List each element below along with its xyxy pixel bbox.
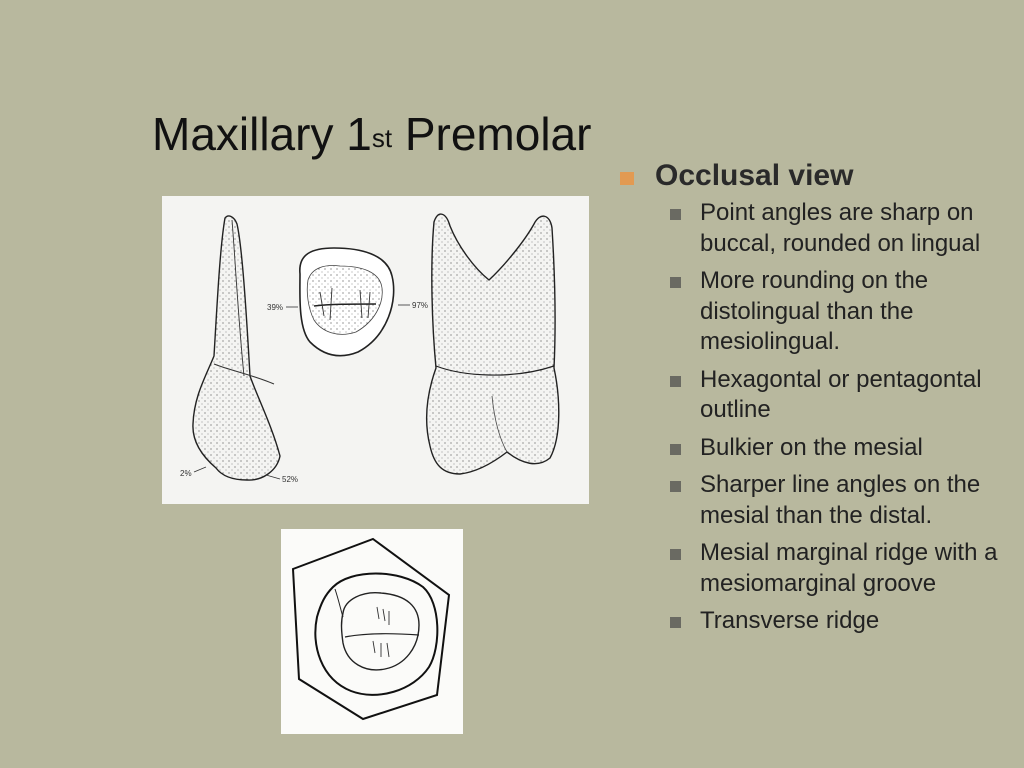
sub-bullet-square-icon (670, 617, 681, 628)
bullet-list (618, 158, 1018, 644)
bullet-square-icon (620, 172, 634, 185)
sub-bullet-square-icon (670, 444, 681, 455)
tooth-views-figure (162, 196, 589, 504)
slide-title (152, 104, 591, 164)
label-97-percent: 97% (412, 301, 429, 310)
label-39-percent: 39% (267, 303, 284, 312)
sub-bullet-list (618, 198, 1018, 637)
list-item: Sharper line angles on the mesial than the distal. (618, 470, 1018, 531)
buccal-view-tooth (427, 214, 559, 474)
list-item: Transverse ridge (618, 606, 1018, 637)
list-item: Mesial marginal ridge with a mesiomarginal groove (618, 538, 1018, 599)
hexagonal-outline-figure (281, 529, 463, 734)
sub-bullet-square-icon (670, 209, 681, 220)
list-item: Hexagontal or pentagontal outline (618, 365, 1018, 426)
sub-bullet-square-icon (670, 277, 681, 288)
list-item: Bulkier on the mesial (618, 433, 1018, 464)
occlusal-view-tooth (267, 248, 428, 356)
title-main: Maxillary 1 (152, 108, 372, 160)
sub-bullet-square-icon (670, 549, 681, 560)
heading-text: Occlusal view (655, 159, 854, 192)
proximal-view-tooth (180, 216, 298, 484)
title-superscript: st (371, 123, 393, 153)
list-item: More rounding on the distolingual than the mesiolingual. (618, 266, 1018, 358)
sub-bullet-square-icon (670, 376, 681, 387)
sub-bullet-square-icon (670, 481, 681, 492)
label-52-percent: 52% (282, 475, 299, 484)
label-2-percent: 2% (180, 469, 192, 478)
title-end: Premolar (392, 108, 592, 160)
bullet-heading (618, 158, 1018, 194)
list-item: Point angles are sharp on buccal, rounded on lingual (618, 198, 1018, 259)
